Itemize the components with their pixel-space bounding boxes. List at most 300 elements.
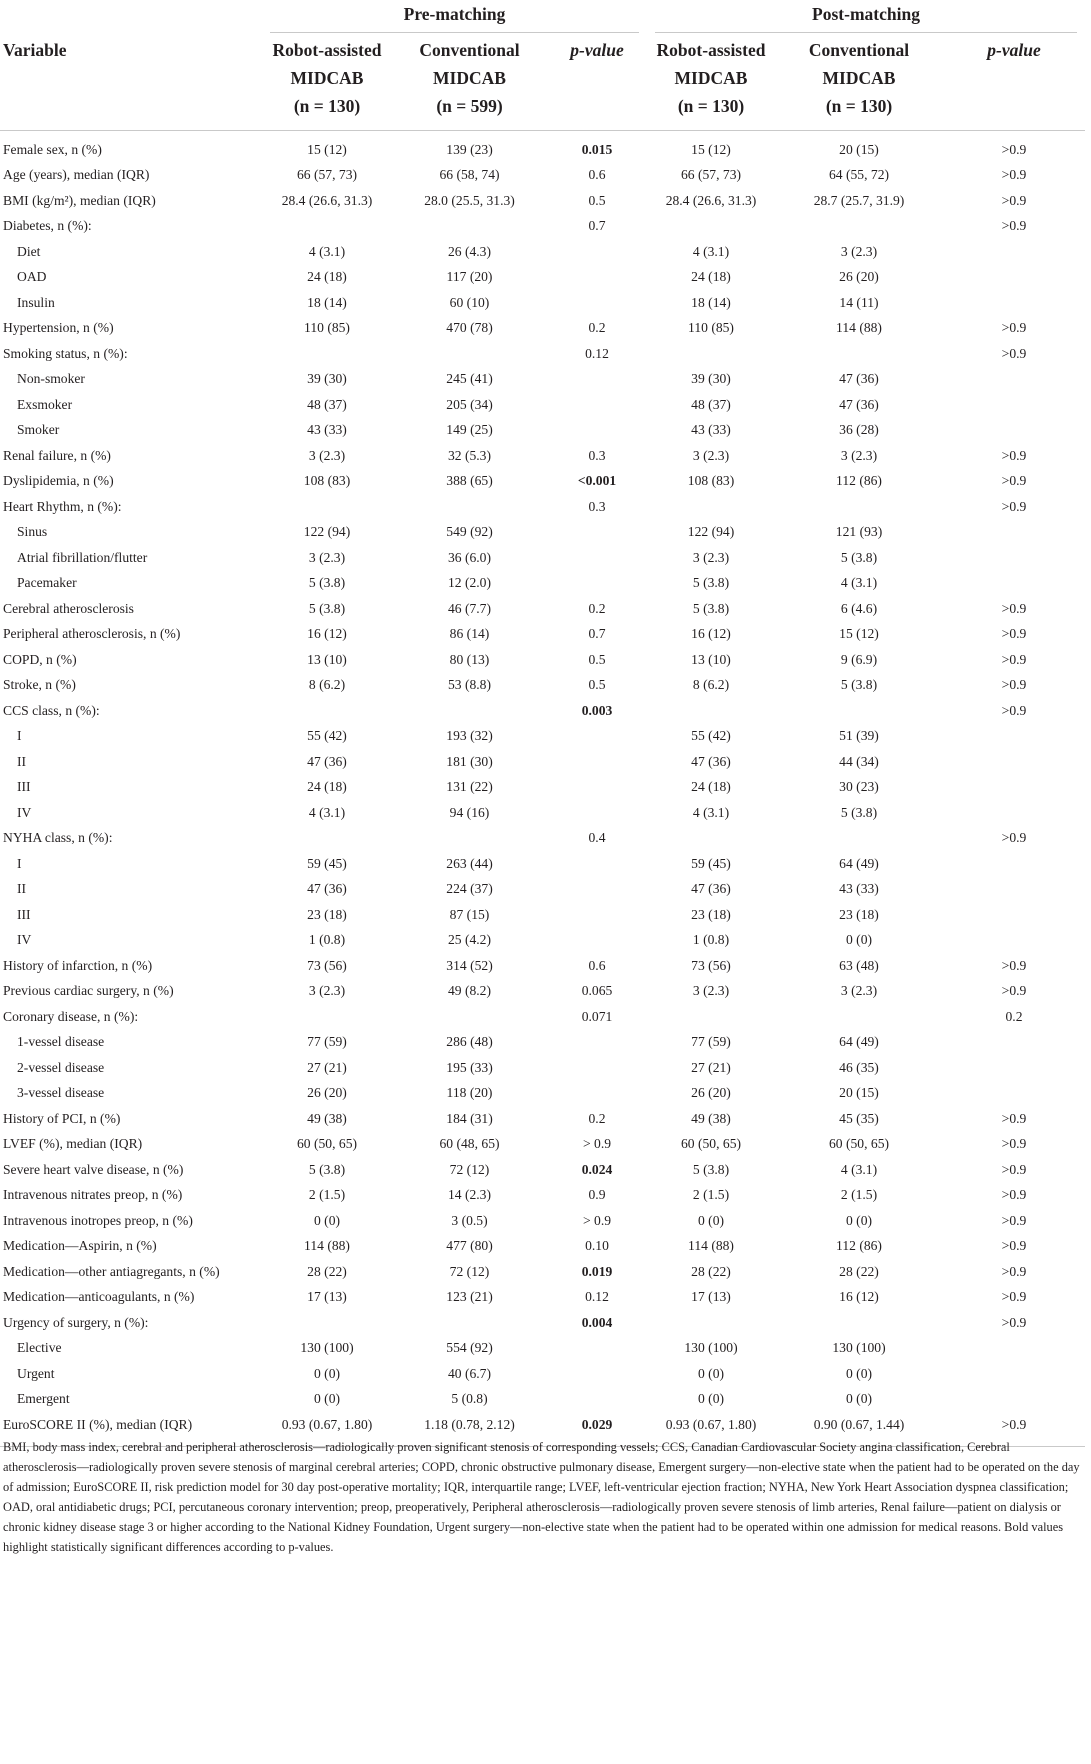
pre-robot-value: 3 (2.3) (308, 549, 346, 565)
post-pvalue: >0.9 (1001, 192, 1027, 208)
pre-robot-value: 108 (83) (303, 473, 351, 489)
post-conventional-value: 20 (15) (839, 1085, 879, 1101)
pre-robot-value (262, 1004, 392, 1030)
table-row (0, 1310, 1085, 1336)
table-row (0, 1361, 1085, 1387)
post-conventional-value: 15 (12) (839, 626, 879, 642)
pre-robot-value: 17 (13) (307, 1289, 347, 1305)
variable-label: EuroSCORE II (%), median (IQR) (3, 1416, 193, 1432)
pre-robot-value: 66 (57, 73) (296, 167, 358, 183)
pre-pvalue: 0.12 (585, 345, 609, 361)
post-robot-value: 18 (14) (691, 294, 731, 310)
pre-pvalue (547, 1081, 647, 1107)
pre-conventional-value: 66 (58, 74) (439, 167, 500, 183)
post-pvalue (943, 520, 1085, 546)
post-robot-value: 3 (2.3) (692, 983, 730, 999)
table-row (0, 1055, 1085, 1081)
pre-pvalue (547, 571, 647, 597)
post-conventional-value: 130 (100) (832, 1340, 886, 1356)
variable-label: Smoker (17, 422, 60, 438)
post-robot-value: 0 (0) (697, 1391, 725, 1407)
table-row (0, 443, 1085, 469)
post-pvalue (943, 1081, 1085, 1107)
post-conventional-value: 47 (36) (839, 396, 879, 412)
post-robot-value: 8 (6.2) (692, 677, 730, 693)
variable-label: IV (17, 932, 32, 948)
table-row (0, 571, 1085, 597)
pre-conventional-value: 94 (16) (449, 804, 490, 820)
pre-robot-value: 60 (50, 65) (296, 1136, 358, 1152)
table-row (0, 367, 1085, 393)
variable-label: Urgent (17, 1365, 55, 1381)
variable-label: Insulin (17, 294, 55, 310)
table-row (0, 418, 1085, 444)
pre-robot-value: 13 (10) (307, 651, 347, 667)
variable-label: Severe heart valve disease, n (%) (3, 1161, 184, 1177)
variable-label: Stroke, n (%) (3, 677, 76, 693)
table-row (0, 1387, 1085, 1413)
variable-label: Coronary disease, n (%): (3, 1008, 139, 1024)
post-conventional-value: 28.7 (25.7, 31.9) (813, 192, 905, 208)
pre-pvalue (547, 877, 647, 903)
pre-conventional-value: 36 (6.0) (447, 549, 492, 565)
post-pvalue (943, 1387, 1085, 1413)
table-row (0, 163, 1085, 189)
post-conventional-value: 43 (33) (839, 881, 879, 897)
pre-robot-value: 0 (0) (313, 1365, 341, 1381)
pre-conventional-value (392, 494, 547, 520)
post-conventional-value: 121 (93) (835, 524, 883, 540)
post-robot-value: 0 (0) (697, 1212, 725, 1228)
pre-conventional-value: 286 (48) (446, 1034, 493, 1050)
post-robot-value: 47 (36) (691, 881, 731, 897)
variable-label: II (17, 753, 27, 769)
pre-pvalue: 0.6 (588, 167, 606, 183)
pre-robot-value: 48 (37) (307, 396, 347, 412)
post-pvalue (943, 545, 1085, 571)
variable-label: Cerebral atherosclerosis (3, 600, 134, 616)
post-pvalue (943, 800, 1085, 826)
variable-label: Sinus (17, 524, 48, 540)
pre-pvalue: 0.5 (588, 651, 606, 667)
pre-conventional-value: 26 (4.3) (447, 243, 492, 259)
pre-conventional-value: 72 (12) (449, 1161, 490, 1177)
table-row (0, 749, 1085, 775)
post-robot-value: 3 (2.3) (692, 447, 730, 463)
pre-conventional-value: 477 (80) (446, 1238, 493, 1254)
post-robot-value (647, 1004, 775, 1030)
post-conventional-value: 3 (2.3) (840, 983, 878, 999)
variable-label: 3-vessel disease (17, 1085, 105, 1101)
variable-label: LVEF (%), median (IQR) (3, 1136, 143, 1152)
post-pvalue: >0.9 (1001, 830, 1027, 846)
post-conventional-value: 112 (86) (836, 1238, 882, 1254)
variable-label: CCS class, n (%): (3, 702, 100, 718)
pre-robot-value: 5 (3.8) (308, 575, 346, 591)
variable-label: I (17, 728, 22, 744)
table-body (0, 131, 1085, 1447)
pre-conventional-value: 12 (2.0) (447, 575, 492, 591)
pre-pvalue (547, 775, 647, 801)
pre-conventional-value: 60 (10) (449, 294, 490, 310)
post-robot-header: Robot-assisted MIDCAB (n = 130) (656, 40, 766, 116)
post-conventional-value: 64 (55, 72) (828, 167, 890, 183)
pre-conventional-value: 49 (8.2) (447, 983, 492, 999)
pre-pvalue (547, 851, 647, 877)
post-robot-value: 114 (88) (688, 1238, 734, 1254)
pre-robot-value: 27 (21) (307, 1059, 347, 1075)
post-robot-value (647, 826, 775, 852)
post-robot-value: 110 (85) (688, 320, 734, 336)
post-pvalue (943, 265, 1085, 291)
pre-conventional-value: 263 (44) (446, 855, 493, 871)
table-row (0, 851, 1085, 877)
post-pvalue (943, 928, 1085, 954)
pre-conventional-value: 53 (8.8) (447, 677, 492, 693)
pre-robot-value: 28 (22) (307, 1263, 347, 1279)
pre-robot-value: 0.93 (0.67, 1.80) (281, 1416, 373, 1432)
pre-conventional-value: 205 (34) (446, 396, 493, 412)
post-conventional-value: 5 (3.8) (840, 549, 878, 565)
variable-label: Atrial fibrillation/flutter (17, 549, 148, 565)
post-robot-value: 28 (22) (691, 1263, 731, 1279)
post-pvalue: >0.9 (1001, 1136, 1027, 1152)
variable-label: Peripheral atherosclerosis, n (%) (3, 626, 181, 642)
post-robot-value: 4 (3.1) (692, 804, 730, 820)
table-row (0, 1208, 1085, 1234)
post-robot-value: 122 (94) (687, 524, 735, 540)
group-header-row (0, 0, 1085, 33)
pre-pvalue (547, 1336, 647, 1362)
table-row (0, 1132, 1085, 1158)
table-row (0, 341, 1085, 367)
post-conventional-value: 9 (6.9) (840, 651, 878, 667)
table-row (0, 596, 1085, 622)
variable-label: II (17, 881, 27, 897)
pre-conventional-value: 470 (78) (446, 320, 493, 336)
pre-pvalue: 0.015 (581, 141, 613, 157)
pre-robot-value: 49 (38) (307, 1110, 347, 1126)
pre-pvalue (547, 902, 647, 928)
post-robot-value: 55 (42) (691, 728, 731, 744)
pre-robot-value: 47 (36) (307, 753, 347, 769)
pre-pvalue (547, 1030, 647, 1056)
pre-robot-value: 8 (6.2) (308, 677, 346, 693)
pre-pvalue (547, 290, 647, 316)
table-row (0, 928, 1085, 954)
pre-conventional-value: 549 (92) (446, 524, 493, 540)
post-robot-value: 28.4 (26.6, 31.3) (665, 192, 757, 208)
table-row (0, 1106, 1085, 1132)
post-robot-value: 60 (50, 65) (680, 1136, 742, 1152)
pre-pvalue (547, 749, 647, 775)
post-robot-value: 5 (3.8) (692, 575, 730, 591)
pre-pvalue: 0.5 (588, 677, 606, 693)
post-conventional-value (775, 826, 943, 852)
pre-conventional-value: 224 (37) (446, 881, 493, 897)
pre-robot-value (262, 826, 392, 852)
post-conventional-value: 0 (0) (845, 1365, 873, 1381)
post-pvalue: >0.9 (1001, 1161, 1027, 1177)
post-pvalue: >0.9 (1001, 626, 1027, 642)
post-robot-value (647, 214, 775, 240)
post-conventional-value (775, 1004, 943, 1030)
variable-label: Non-smoker (17, 371, 85, 387)
pre-robot-value (262, 1310, 392, 1336)
pre-pvalue: 0.2 (588, 1110, 606, 1126)
post-robot-value (647, 1310, 775, 1336)
pre-robot-value: 3 (2.3) (308, 983, 346, 999)
pre-robot-value: 26 (20) (307, 1085, 347, 1101)
variable-label: Renal failure, n (%) (3, 447, 111, 463)
post-robot-value: 66 (57, 73) (680, 167, 742, 183)
pre-conventional-value: 25 (4.2) (447, 932, 492, 948)
post-conventional-value: 30 (23) (839, 779, 879, 795)
post-pvalue: >0.9 (1001, 600, 1027, 616)
pre-pvalue: 0.2 (588, 600, 606, 616)
pre-conventional-value: 117 (20) (446, 269, 493, 285)
post-robot-value: 23 (18) (691, 906, 731, 922)
pre-conventional-value (392, 1310, 547, 1336)
pre-pvalue: 0.4 (588, 830, 606, 846)
table-row (0, 1285, 1085, 1311)
post-conventional-value: 5 (3.8) (840, 677, 878, 693)
pre-pvalue: 0.019 (581, 1263, 613, 1279)
table-row (0, 1336, 1085, 1362)
pre-conventional-value: 87 (15) (449, 906, 490, 922)
pre-robot-value: 0 (0) (313, 1391, 341, 1407)
pre-pvalue: 0.5 (588, 192, 606, 208)
pre-conventional-value (392, 341, 547, 367)
variable-label: Diabetes, n (%): (3, 218, 92, 234)
pre-robot-value: 55 (42) (307, 728, 347, 744)
variable-label: BMI (kg/m²), median (IQR) (3, 192, 156, 208)
pre-robot-value: 39 (30) (307, 371, 347, 387)
variable-label: 2-vessel disease (17, 1059, 105, 1075)
post-robot-value: 77 (59) (691, 1034, 731, 1050)
pre-pvalue (547, 800, 647, 826)
post-conventional-value: 64 (49) (839, 855, 879, 871)
pre-robot-value: 4 (3.1) (308, 804, 346, 820)
variable-label: Elective (17, 1340, 62, 1356)
post-robot-value: 73 (56) (691, 957, 731, 973)
pre-conventional-value: 195 (33) (446, 1059, 493, 1075)
pre-conventional-value: 1.18 (0.78, 2.12) (424, 1416, 515, 1432)
table-row (0, 979, 1085, 1005)
table-row (0, 494, 1085, 520)
post-pvalue: >0.9 (1001, 447, 1027, 463)
variable-label: Diet (17, 243, 41, 259)
pre-pvalue: > 0.9 (582, 1212, 612, 1228)
variable-label: Pacemaker (17, 575, 77, 591)
variable-label: COPD, n (%) (3, 651, 77, 667)
variable-label: Urgency of surgery, n (%): (3, 1314, 149, 1330)
post-pvalue-header: p-value (987, 40, 1041, 60)
table-row (0, 1030, 1085, 1056)
pre-robot-header: Robot-assisted MIDCAB (n = 130) (272, 40, 382, 116)
table-row (0, 800, 1085, 826)
pre-conventional-value: 181 (30) (446, 753, 493, 769)
variable-label: History of infarction, n (%) (3, 957, 153, 973)
post-pvalue (943, 1361, 1085, 1387)
post-conventional-value: 26 (20) (839, 269, 879, 285)
post-robot-value: 26 (20) (691, 1085, 731, 1101)
table-row (0, 622, 1085, 648)
table-row (0, 724, 1085, 750)
table-row (0, 131, 1085, 163)
post-robot-value: 24 (18) (691, 269, 731, 285)
variable-label: Exsmoker (17, 396, 73, 412)
post-pvalue: >0.9 (1001, 167, 1027, 183)
post-pvalue: >0.9 (1001, 957, 1027, 973)
variable-label: III (17, 779, 31, 795)
pre-conventional-value: 388 (65) (446, 473, 493, 489)
post-conventional-value: 4 (3.1) (840, 1161, 878, 1177)
post-robot-value: 15 (12) (691, 141, 731, 157)
post-conventional-value: 112 (86) (836, 473, 882, 489)
column-header-row (0, 33, 1085, 131)
post-pvalue (943, 571, 1085, 597)
post-robot-value: 59 (45) (691, 855, 731, 871)
post-robot-value: 0 (0) (697, 1365, 725, 1381)
pre-pvalue: 0.6 (588, 957, 606, 973)
post-pvalue: >0.9 (1001, 702, 1027, 718)
pre-robot-value: 130 (100) (300, 1340, 354, 1356)
variable-label: Intravenous nitrates preop, n (%) (3, 1187, 183, 1203)
variable-label: Medication—other antiagregants, n (%) (3, 1263, 220, 1279)
post-pvalue: >0.9 (1001, 983, 1027, 999)
post-pvalue: >0.9 (1001, 1212, 1027, 1228)
pre-conventional-value: 80 (13) (449, 651, 490, 667)
pre-matching-header: Pre-matching (262, 0, 647, 33)
table-row (0, 265, 1085, 291)
post-conventional-value: 3 (2.3) (840, 243, 878, 259)
variable-label: OAD (17, 269, 47, 285)
post-pvalue: >0.9 (1001, 320, 1027, 336)
pre-conventional-value: 32 (5.3) (447, 447, 492, 463)
pre-conventional-value: 72 (12) (449, 1263, 490, 1279)
pre-robot-value: 18 (14) (307, 294, 347, 310)
post-conventional-value: 46 (35) (839, 1059, 879, 1075)
variable-label: NYHA class, n (%): (3, 830, 113, 846)
post-pvalue (943, 1336, 1085, 1362)
pre-robot-value (262, 214, 392, 240)
pre-conventional-value: 193 (32) (446, 728, 493, 744)
post-conventional-value: 0 (0) (845, 1391, 873, 1407)
pre-robot-value (262, 341, 392, 367)
pre-robot-value: 114 (88) (304, 1238, 350, 1254)
variable-label: IV (17, 804, 32, 820)
pre-conventional-value: 60 (48, 65) (439, 1136, 500, 1152)
pre-conventional-value (392, 826, 547, 852)
pre-robot-value: 2 (1.5) (308, 1187, 346, 1203)
post-conventional-value: 5 (3.8) (840, 804, 878, 820)
table-row (0, 520, 1085, 546)
post-pvalue: >0.9 (1001, 473, 1027, 489)
pre-pvalue: 0.029 (581, 1416, 613, 1432)
post-pvalue: >0.9 (1001, 345, 1027, 361)
pre-pvalue (547, 1361, 647, 1387)
table-row (0, 290, 1085, 316)
pre-pvalue (547, 545, 647, 571)
pre-robot-value: 5 (3.8) (308, 1161, 346, 1177)
table-row (0, 1234, 1085, 1260)
post-pvalue: >0.9 (1001, 1110, 1027, 1126)
pre-conventional-value: 118 (20) (446, 1085, 493, 1101)
variable-label: III (17, 906, 31, 922)
pre-robot-value (262, 494, 392, 520)
post-conventional-value (775, 1310, 943, 1336)
pre-pvalue: 0.065 (581, 983, 613, 999)
table-row (0, 1259, 1085, 1285)
pre-pvalue: > 0.9 (582, 1136, 612, 1152)
post-robot-value: 24 (18) (691, 779, 731, 795)
pre-pvalue: 0.024 (581, 1161, 613, 1177)
variable-label: Heart Rhythm, n (%): (3, 498, 122, 514)
post-conventional-value: 47 (36) (839, 371, 879, 387)
variable-label: Medication—Aspirin, n (%) (3, 1238, 157, 1254)
pre-conventional-value: 139 (23) (446, 141, 493, 157)
post-conventional-value: 2 (1.5) (840, 1187, 878, 1203)
post-pvalue: >0.9 (1001, 1289, 1027, 1305)
pre-pvalue: 0.9 (588, 1187, 606, 1203)
pre-pvalue: 0.7 (588, 218, 606, 234)
post-pvalue (943, 1055, 1085, 1081)
pre-conventional-value: 14 (2.3) (447, 1187, 492, 1203)
pre-conventional-value (392, 698, 547, 724)
table-row (0, 1157, 1085, 1183)
post-conventional-value: 51 (39) (839, 728, 879, 744)
post-pvalue (943, 418, 1085, 444)
variable-label: Previous cardiac surgery, n (%) (3, 983, 174, 999)
post-conventional-value (775, 341, 943, 367)
post-robot-value (647, 341, 775, 367)
post-pvalue: >0.9 (1001, 651, 1027, 667)
pre-pvalue (547, 392, 647, 418)
pre-pvalue: 0.12 (585, 1289, 609, 1305)
post-conventional-header: Conventional MIDCAB (n = 130) (808, 40, 910, 116)
post-robot-value: 5 (3.8) (692, 1161, 730, 1177)
pre-pvalue: <0.001 (577, 473, 617, 489)
post-conventional-value: 45 (35) (839, 1110, 879, 1126)
pre-robot-value: 15 (12) (307, 141, 347, 157)
pre-conventional-value: 40 (6.7) (447, 1365, 492, 1381)
pre-pvalue (547, 367, 647, 393)
pre-pvalue (547, 520, 647, 546)
pre-robot-value: 1 (0.8) (308, 932, 346, 948)
post-robot-value: 130 (100) (684, 1340, 738, 1356)
variable-label: Age (years), median (IQR) (3, 167, 150, 183)
table-row (0, 698, 1085, 724)
variable-label: Intravenous inotropes preop, n (%) (3, 1212, 193, 1228)
table-row (0, 469, 1085, 495)
table-row (0, 673, 1085, 699)
pre-conventional-value: 3 (0.5) (451, 1212, 488, 1228)
post-pvalue (943, 392, 1085, 418)
table-row (0, 877, 1085, 903)
pre-robot-value: 0 (0) (313, 1212, 341, 1228)
pre-conventional-value: 5 (0.8) (451, 1391, 488, 1407)
post-robot-value: 39 (30) (691, 371, 731, 387)
post-conventional-value: 20 (15) (839, 141, 879, 157)
pre-robot-value: 3 (2.3) (308, 447, 346, 463)
post-conventional-value (775, 214, 943, 240)
pre-pvalue (547, 239, 647, 265)
table-row (0, 953, 1085, 979)
post-pvalue: >0.9 (1001, 1263, 1027, 1279)
table-row (0, 239, 1085, 265)
post-pvalue: >0.9 (1001, 1416, 1027, 1432)
